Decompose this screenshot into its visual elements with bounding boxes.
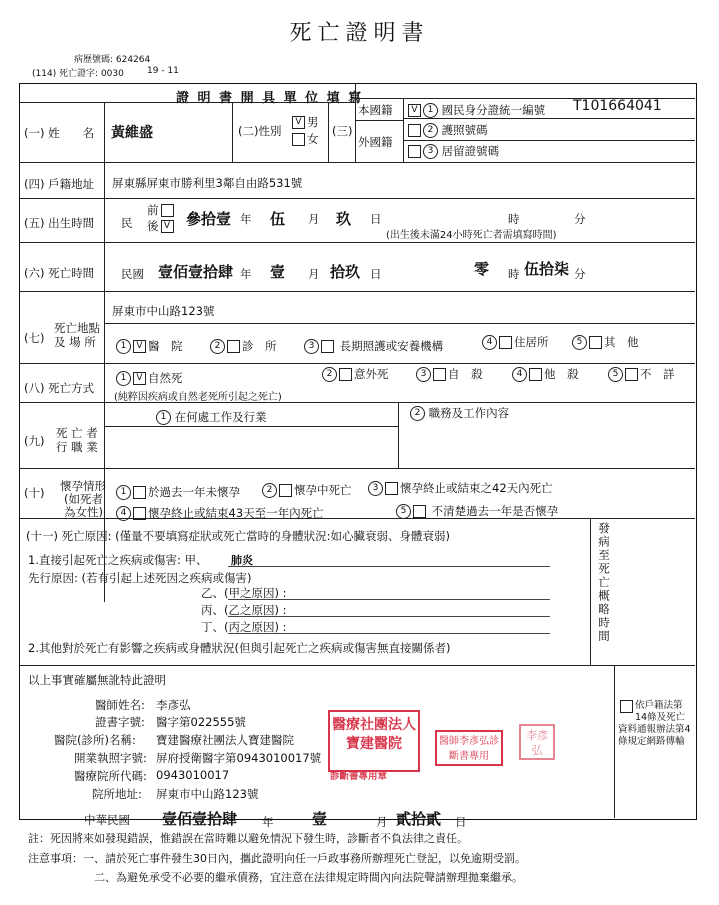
manner-option-2[interactable]: 2 意外死: [322, 366, 389, 382]
network-transmission-option[interactable]: 依戶籍法第14條及死亡資料通報辦法第4條規定網路傳輸: [618, 700, 691, 747]
manner-option-1[interactable]: 1 V 自然死: [116, 370, 183, 386]
onset-interval-label: 發病至死亡概略時間: [597, 522, 611, 644]
place-option-1[interactable]: 1 V 醫 院: [116, 338, 183, 354]
permit-number: 屏府授衛醫字第0943010017號: [156, 751, 322, 765]
pregnancy-option-1[interactable]: 1 於過去一年未懷孕: [116, 484, 240, 500]
birth-day: 玖: [336, 210, 352, 228]
place-option-4[interactable]: 4 住居所: [482, 334, 549, 350]
death-minute: 伍拾柒: [524, 260, 570, 278]
certification-statement: 以上事實確屬無訛特此證明: [28, 673, 166, 687]
footer-note-1: 註：死因將來如發現錯誤，惟錯誤在當時難以避免情況下發生時，診斷者不負法律之責任。: [28, 832, 468, 845]
birth-note: (出生後未滿24小時死亡者需填寫時間): [386, 230, 557, 241]
pregnancy-option-4[interactable]: 4 懷孕終止或結束43天至一年內死亡: [116, 505, 324, 521]
death-manner-label: (八) 死亡方式: [24, 381, 95, 395]
address-label: (四) 戶籍地址: [24, 177, 95, 191]
pregnancy-option-5[interactable]: 5 不清楚過去一年是否懷孕: [396, 503, 558, 519]
cause-yi-label: 乙、(甲之原因) :: [201, 586, 287, 600]
issue-month: 壹: [312, 810, 328, 828]
facility-address: 屏東市中山路123號: [156, 787, 259, 801]
birth-min-label: 民: [121, 216, 133, 230]
id-number-value: T101664041: [573, 98, 662, 114]
issue-year: 壹佰壹拾肆: [162, 810, 238, 828]
other-condition-label: 2.其他對於死亡有影響之疾病或身體狀況(但與引起死亡之疾病或傷害無直接關係者): [28, 641, 451, 655]
place-option-3[interactable]: 3 長期照護或安養機構: [304, 338, 443, 354]
hospital-name: 寶建醫療社團法人寶建醫院: [156, 733, 294, 747]
issue-day: 貳拾貳: [396, 810, 442, 828]
document-title: 死亡證明書: [289, 21, 430, 46]
form-header: 證 明 書 開 具 單 位 填 寫: [176, 91, 364, 106]
nationality-label: (三): [332, 124, 353, 138]
death-time-label: (六) 死亡時間: [24, 266, 95, 280]
manner-option-3[interactable]: 3 自 殺: [416, 366, 483, 382]
sex-male-option[interactable]: V 男: [290, 114, 319, 130]
manner-note: (純粹因疾病或自然老死所引起之死亡): [114, 392, 282, 403]
book-number: 19 - 11: [147, 66, 179, 76]
death-month: 壹: [270, 263, 286, 281]
pregnancy-option-3[interactable]: 3 懷孕終止或結束之42天內死亡: [368, 480, 553, 496]
doctor-personal-seal: 李彥弘: [519, 724, 555, 760]
death-place-address: 屏東市中山路123號: [112, 304, 215, 318]
male-checkbox[interactable]: V: [292, 116, 305, 129]
birth-era-before[interactable]: 前: [147, 202, 176, 218]
record-number: 病歷號碼: 624264: [74, 55, 151, 65]
occupation-industry-label: 1 在何處工作及行業: [156, 409, 267, 425]
direct-cause-value: 肺炎: [231, 554, 253, 567]
death-day: 拾玖: [330, 263, 361, 281]
place-option-5[interactable]: 5 其 他: [572, 334, 639, 350]
certificate-number: (114) 死亡證字: 0030: [32, 69, 124, 79]
facility-code: 0943010017: [156, 768, 230, 782]
footer-note-2: 注意事項：一、請於死亡事件發生30日內，攜此證明向任一戶政事務所辦理死亡登記，以免逾期受罰。: [28, 852, 526, 865]
manner-option-5[interactable]: 5 不 詳: [608, 366, 675, 382]
hospital-seal: 醫療社團法人寶建醫院: [328, 710, 420, 772]
doctor-seal: 醫師李彥弘診斷書專用: [435, 730, 503, 766]
hospital-seal-caption: 診斷書專用章: [330, 771, 388, 782]
footer-note-3: 二、為避免承受不必要的繼承債務，宜注意在法律規定時間內向法院聲請辦理拋棄繼承。: [94, 871, 523, 884]
sex-female-option[interactable]: 女: [290, 131, 319, 147]
residence-permit-option[interactable]: 3 居留證號碼: [406, 143, 499, 159]
birth-year: 參拾壹: [186, 210, 232, 228]
passport-option[interactable]: 2 護照號碼: [406, 122, 488, 138]
antecedent-cause-label: 先行原因: (若有引起上述死因之疾病或傷害): [28, 571, 252, 585]
domestic-label: 本國籍: [358, 103, 393, 117]
cause-bing-label: 丙、(乙之原因) :: [201, 603, 287, 617]
foreign-label: 外國籍: [358, 135, 393, 149]
doctor-name: 李彥弘: [156, 698, 191, 712]
sex-label: (二)性別: [238, 124, 282, 138]
address-value: 屏東縣屏東市勝利里3鄰自由路531號: [112, 176, 303, 190]
birth-month: 伍: [270, 210, 286, 228]
pregnancy-option-2[interactable]: 2 懷孕中死亡: [262, 482, 352, 498]
death-hour: 零: [474, 260, 490, 278]
name-label: (一) 姓 名: [24, 126, 95, 140]
birth-era-after[interactable]: 後 V: [147, 218, 176, 234]
license-number: 醫字第022555號: [156, 715, 246, 729]
place-option-2[interactable]: 2 診 所: [210, 338, 277, 354]
birth-time-label: (五) 出生時間: [24, 216, 95, 230]
direct-cause-label: 1.直接引起死亡之疾病或傷害: 甲、: [28, 553, 208, 567]
cause-ding-label: 丁、(丙之原因) :: [201, 620, 287, 634]
death-year: 壹佰壹拾肆: [158, 263, 234, 281]
id-number-option[interactable]: V 1 國民身分證統一編號: [406, 102, 545, 118]
female-checkbox[interactable]: [292, 133, 305, 146]
occupation-job-label: 2 職務及工作內容: [410, 405, 509, 421]
name-value: 黃維盛: [111, 125, 153, 141]
cause-of-death-title: (十一) 死亡原因: (僅量不要填寫症狀或死亡當時的身體狀況:如心臟衰弱、身體衰弱): [26, 529, 451, 543]
manner-option-4[interactable]: 4 他 殺: [512, 366, 579, 382]
